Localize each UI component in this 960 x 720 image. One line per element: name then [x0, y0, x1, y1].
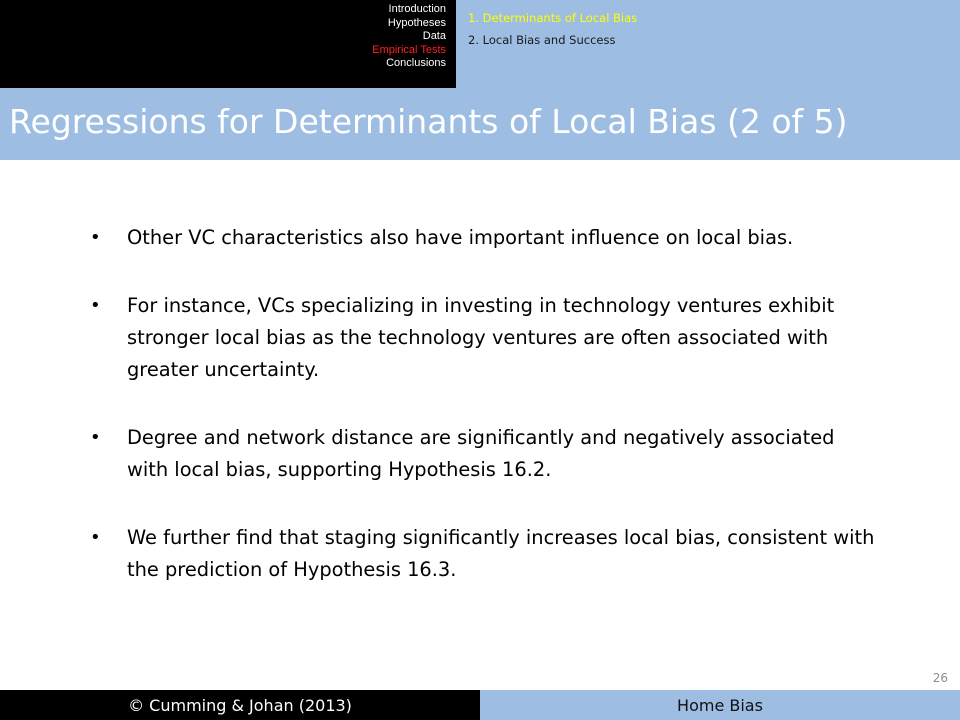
subsection-nav-list	[468, 7, 637, 51]
bullet-item	[90, 522, 880, 586]
nav-item-conclusions[interactable]: Conclusions	[386, 57, 446, 69]
slide-title: Regressions for Determinants of Local Bias (2 of 5)	[9, 102, 848, 141]
footer-topic-bar	[480, 690, 960, 720]
bullet-icon: •	[90, 527, 101, 548]
section-nav-panel	[0, 0, 456, 88]
bullet-icon: •	[90, 427, 101, 448]
bullet-item	[90, 422, 880, 486]
bullet-icon: •	[90, 227, 101, 248]
subnav-item-determinants[interactable]: 1. Determinants of Local Bias	[468, 11, 638, 25]
footer-copyright-bar	[0, 690, 480, 720]
footer-copyright: © Cumming & Johan (2013)	[128, 696, 352, 715]
bullet-list	[90, 222, 880, 622]
subnav-item-local-bias-success[interactable]: 2. Local Bias and Success	[468, 33, 616, 47]
footer-topic: Home Bias	[677, 696, 763, 715]
bullet-text: We further find that staging significantly increases local bias, consistent with the prediction of Hypothesis 16.3.	[127, 526, 875, 581]
bullet-text: Other VC characteristics also have important influence on local bias.	[127, 226, 794, 249]
bullet-icon: •	[90, 295, 101, 316]
nav-item-introduction[interactable]: Introduction	[388, 3, 446, 15]
nav-item-hypotheses[interactable]: Hypotheses	[387, 16, 446, 29]
bullet-text: For instance, VCs specializing in investing in technology ventures exhibit stronger local bias as the technology ventures are often associated with greater uncertainty.	[127, 294, 835, 381]
section-nav-list	[372, 3, 446, 71]
nav-item-data[interactable]: Data	[422, 30, 446, 42]
page-number: 26	[932, 671, 948, 685]
title-band	[0, 88, 960, 160]
bullet-text: Degree and network distance are significantly and negatively associated with local bias, supporting Hypothesis 16.2.	[127, 426, 835, 481]
bullet-item	[90, 290, 880, 386]
subsection-nav-panel	[456, 0, 960, 88]
bullet-item	[90, 222, 880, 254]
nav-item-empirical-tests[interactable]: Empirical Tests	[372, 43, 446, 56]
